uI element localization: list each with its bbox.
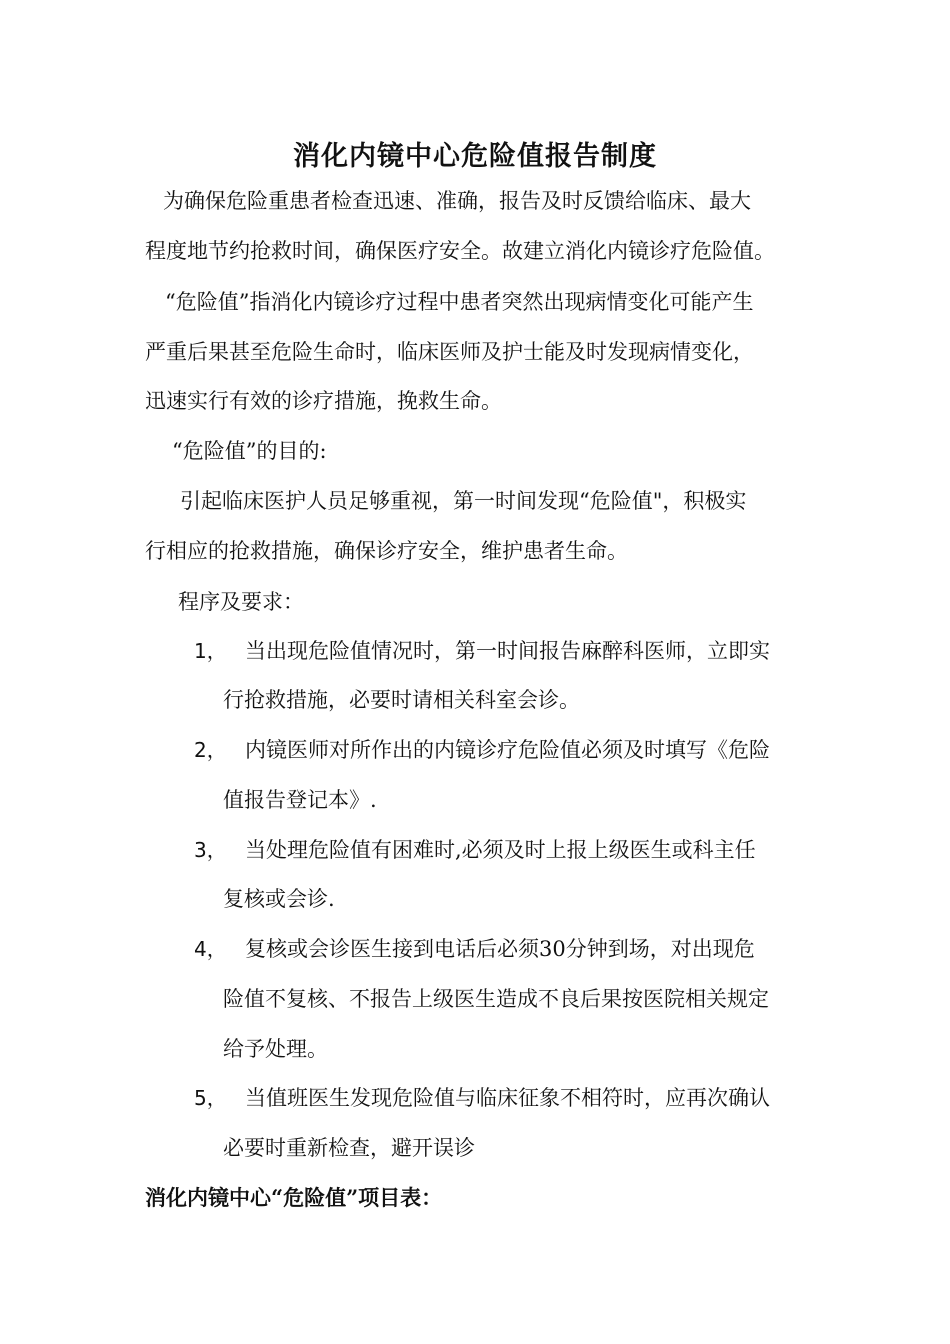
- list-item-number: 1，: [194, 639, 227, 663]
- intro-line-1: 为确保危险重患者检查迅速、准确，报告及时反馈给临床、最大: [163, 189, 751, 213]
- procedure-heading: 程序及要求：: [178, 590, 304, 614]
- list-item-line: 行抢救措施，必要时请相关科室会诊。: [223, 688, 580, 712]
- list-item-number: 2，: [194, 738, 227, 762]
- purpose-line-2: 行相应的抢救措施，确保诊疗安全，维护患者生命。: [145, 539, 628, 563]
- list-item-line: 内镜医师对所作出的内镜诊疗危险值必须及时填写《危险: [245, 738, 770, 762]
- document-title: 消化内镜中心危险值报告制度: [293, 141, 657, 172]
- list-item-number: 5，: [194, 1086, 227, 1110]
- purpose-heading: “危险值”的目的:: [172, 439, 327, 463]
- list-item-line: 复核或会诊.: [223, 887, 335, 911]
- list-item-line: 当值班医生发现危险值与临床征象不相符时，应再次确认: [245, 1086, 770, 1110]
- table-heading: 消化内镜中心“危险值”项目表：: [145, 1185, 443, 1210]
- list-item-line: 当处理危险值有困难时,必须及时上报上级医生或科主任: [245, 838, 756, 862]
- list-item-line: 当出现危险值情况时，第一时间报告麻醉科医师，立即实: [245, 639, 770, 663]
- list-item-number: 4，: [194, 937, 227, 961]
- list-item-number: 3，: [194, 838, 227, 862]
- definition-line-3: 迅速实行有效的诊疗措施，挽救生命。: [145, 389, 502, 413]
- list-item-line: 给予处理。: [223, 1037, 328, 1061]
- purpose-line-1: 引起临床医护人员足够重视，第一时间发现“危险值"，积极实: [180, 489, 747, 513]
- list-item-line: 复核或会诊医生接到电话后必须30分钟到场，对出现危: [245, 937, 755, 961]
- definition-line-1: “危险值”指消化内镜诊疗过程中患者突然出现病情变化可能产生: [165, 290, 754, 314]
- list-item-line: 险值不复核、不报告上级医生造成不良后果按医院相关规定: [223, 987, 769, 1011]
- definition-line-2: 严重后果甚至危险生命时，临床医师及护士能及时发现病情变化，: [145, 340, 754, 364]
- intro-line-2: 程度地节约抢救时间，确保医疗安全。故建立消化内镜诊疗危险值。: [145, 239, 775, 263]
- list-item-line: 必要时重新检查，避开误诊: [223, 1136, 475, 1160]
- list-item-line: 值报告登记本》.: [223, 788, 377, 812]
